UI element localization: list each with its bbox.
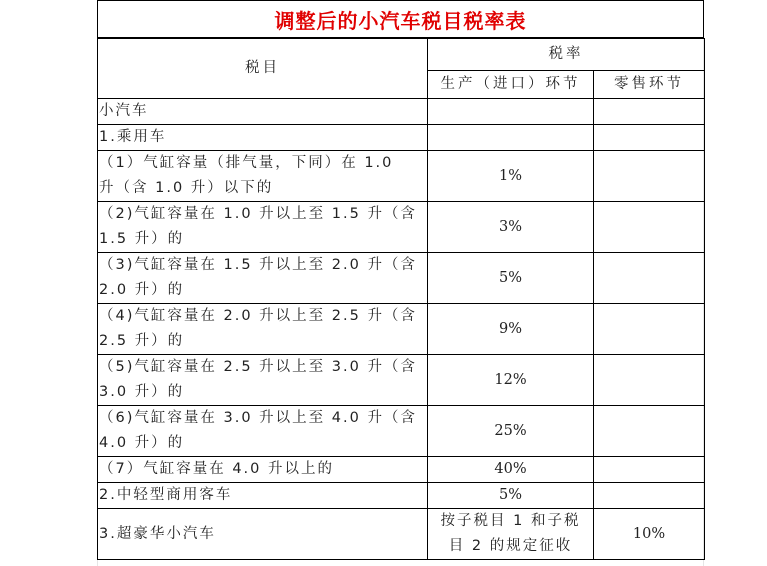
item-line: 2.0 升）的 — [99, 282, 185, 298]
item-line: （5)气缸容量在 2.5 升以上至 3.0 升（含 — [99, 359, 417, 375]
production-rate-cell — [428, 509, 594, 560]
table-row — [98, 483, 705, 509]
item-line: 4.0 升）的 — [99, 435, 185, 451]
production-rate-cell: 5% — [428, 483, 594, 509]
item-cell: 2.中轻型商用客车 — [98, 483, 428, 509]
table-row — [98, 202, 705, 253]
item-cell: 小汽车 — [98, 99, 428, 125]
table-title: 调整后的小汽车税目税率表 — [97, 0, 704, 38]
item-cell: 1.乘用车 — [98, 125, 428, 151]
retail-rate-cell — [594, 304, 705, 355]
production-rate-cell: 5% — [428, 253, 594, 304]
production-rate-cell: 25% — [428, 406, 594, 457]
table-row — [98, 99, 705, 125]
table-row — [98, 253, 705, 304]
table-row — [98, 125, 705, 151]
production-rate-cell: 9% — [428, 304, 594, 355]
retail-rate-cell — [594, 202, 705, 253]
retail-rate-cell — [594, 406, 705, 457]
rate-table-frame — [97, 0, 704, 565]
item-cell — [98, 151, 428, 202]
header-retail-cell: 零售环节 — [594, 71, 705, 99]
item-cell — [98, 355, 428, 406]
item-cell — [98, 304, 428, 355]
table-row — [98, 304, 705, 355]
table-row — [98, 406, 705, 457]
item-line: （2)气缸容量在 1.0 升以上至 1.5 升（含 — [99, 206, 417, 222]
item-cell: 3.超豪华小汽车 — [98, 509, 428, 560]
item-line: 1.5 升）的 — [99, 231, 185, 247]
item-line: （4)气缸容量在 2.0 升以上至 2.5 升（含 — [99, 308, 417, 324]
retail-rate-cell — [594, 483, 705, 509]
rate-basis-line: 按子税目 1 和子税 — [440, 513, 581, 529]
item-line: （3)气缸容量在 1.5 升以上至 2.0 升（含 — [99, 257, 417, 273]
item-cell — [98, 253, 428, 304]
table-row — [98, 509, 705, 560]
header-item-cell: 税目 — [98, 39, 428, 99]
production-rate-cell — [428, 99, 594, 125]
header-row — [98, 39, 705, 71]
header-rate-cell: 税率 — [428, 39, 705, 71]
production-rate-cell: 3% — [428, 202, 594, 253]
table-row — [98, 355, 705, 406]
item-cell — [98, 406, 428, 457]
rate-basis-line: 目 2 的规定征收 — [448, 538, 573, 554]
tax-rate-table — [97, 38, 705, 560]
production-rate-cell: 1% — [428, 151, 594, 202]
item-line: 升（含 1.0 升）以下的 — [99, 180, 274, 196]
retail-rate-cell: 10% — [594, 509, 705, 560]
item-line: 2.5 升）的 — [99, 333, 185, 349]
item-line: （6)气缸容量在 3.0 升以上至 4.0 升（含 — [99, 410, 417, 426]
header-production-cell: 生产（进口）环节 — [428, 71, 594, 99]
production-rate-cell: 40% — [428, 457, 594, 483]
item-line: 3.0 升）的 — [99, 384, 185, 400]
retail-rate-cell — [594, 151, 705, 202]
retail-rate-cell — [594, 253, 705, 304]
table-row — [98, 457, 705, 483]
item-cell: （7）气缸容量在 4.0 升以上的 — [98, 457, 428, 483]
retail-rate-cell — [594, 457, 705, 483]
retail-rate-cell — [594, 355, 705, 406]
retail-rate-cell — [594, 99, 705, 125]
table-row — [98, 151, 705, 202]
production-rate-cell: 12% — [428, 355, 594, 406]
production-rate-cell — [428, 125, 594, 151]
item-line: （1）气缸容量（排气量，下同）在 1.0 — [99, 155, 394, 171]
retail-rate-cell — [594, 125, 705, 151]
item-cell — [98, 202, 428, 253]
